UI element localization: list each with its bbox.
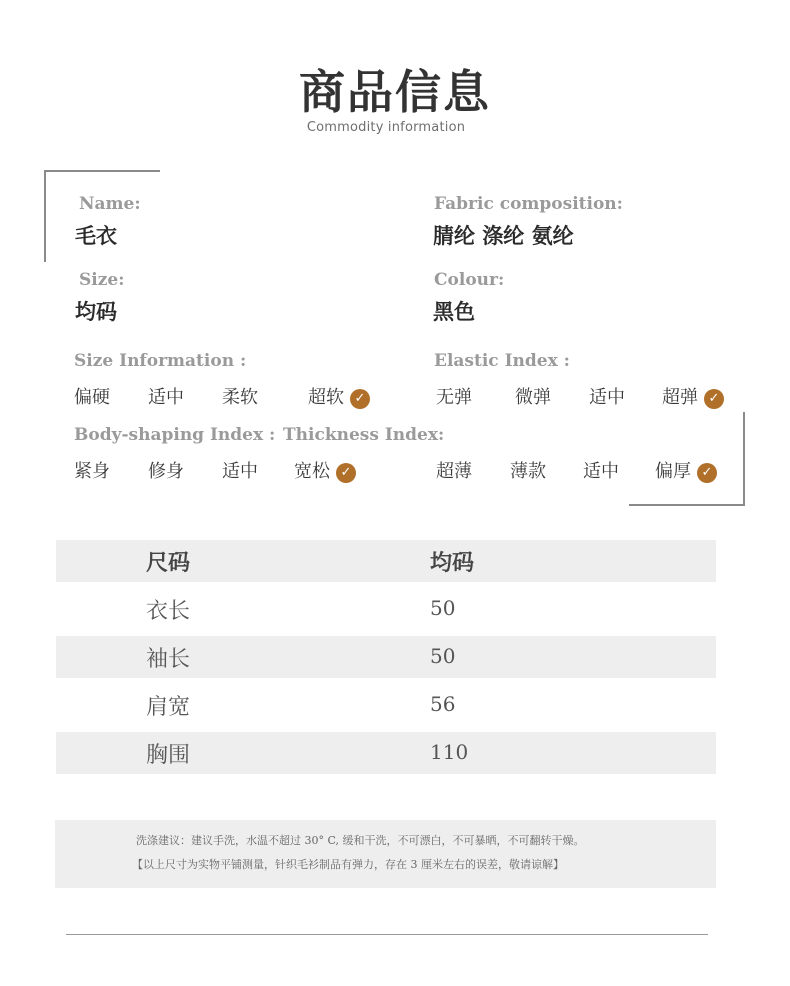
table-cell-value: 110 — [430, 740, 469, 764]
frame-corner-bottom-right-vertical — [743, 412, 745, 506]
check-circle-icon: ✓ — [704, 389, 724, 409]
elastic-option-selected — [662, 383, 724, 409]
body-shaping-option: 紧身 — [74, 461, 110, 482]
thickness-option-selected — [655, 457, 717, 483]
elastic-option: 无弹 — [436, 387, 472, 408]
thickness-option: 薄款 — [510, 461, 546, 482]
table-cell-measure: 胸围 — [146, 743, 191, 768]
footer-divider — [66, 934, 708, 935]
size-value: 均码 — [75, 299, 117, 324]
check-circle-icon: ✓ — [336, 463, 356, 483]
table-cell-measure: 袖长 — [146, 647, 191, 672]
table-row — [56, 732, 716, 774]
size-info-option-selected — [308, 383, 370, 409]
colour-label: Colour: — [434, 270, 505, 290]
table-row — [56, 588, 716, 630]
size-label: Size: — [79, 270, 125, 290]
size-info-option: 偏硬 — [74, 387, 110, 408]
elastic-selected-text: 超弹 — [662, 387, 698, 408]
table-row — [56, 636, 716, 678]
body-shaping-selected-text: 宽松 — [294, 461, 330, 482]
colour-value: 黑色 — [433, 299, 475, 324]
size-info-selected-text: 超软 — [308, 387, 344, 408]
frame-corner-top-left-vertical — [44, 170, 46, 262]
fabric-value: 腈纶 涤纶 氨纶 — [433, 223, 574, 248]
name-label: Name: — [79, 194, 141, 214]
thickness-option: 适中 — [583, 461, 619, 482]
care-note-line: 洗涤建议：建议手洗，水温不超过 30° C, 缓和干洗，不可漂白，不可暴晒，不可翻转干燥。 — [136, 834, 585, 847]
table-header-cell: 均码 — [430, 550, 475, 576]
name-value: 毛衣 — [75, 223, 117, 248]
elastic-option: 适中 — [589, 387, 625, 408]
care-note-box — [55, 820, 716, 888]
table-row — [56, 684, 716, 726]
thickness-selected-text: 偏厚 — [655, 461, 691, 482]
table-cell-measure: 肩宽 — [146, 695, 191, 720]
frame-corner-bottom-right-horizontal — [629, 504, 745, 506]
frame-corner-top-left-horizontal — [44, 170, 160, 172]
elastic-index-label: Elastic Index : — [434, 351, 570, 371]
body-shaping-option: 适中 — [222, 461, 258, 482]
size-info-option: 柔软 — [222, 387, 258, 408]
body-shaping-option-selected — [294, 457, 356, 483]
thickness-label: Thickness Index: — [283, 425, 445, 445]
table-header-cell: 尺码 — [146, 550, 191, 576]
check-circle-icon: ✓ — [350, 389, 370, 409]
body-shaping-option: 修身 — [148, 461, 184, 482]
thickness-option: 超薄 — [436, 461, 472, 482]
size-table — [56, 540, 716, 780]
page-title: 商品信息 — [299, 65, 491, 119]
page-subtitle: Commodity information — [306, 120, 466, 135]
table-cell-value: 56 — [430, 692, 456, 716]
care-note-line: 【以上尺寸为实物平铺测量，针织毛衫制品有弹力，存在 3 厘米左右的误差，敬请谅解】 — [132, 858, 564, 871]
table-cell-measure: 衣长 — [146, 599, 191, 624]
table-cell-value: 50 — [430, 596, 456, 620]
table-cell-value: 50 — [430, 644, 456, 668]
size-info-label: Size Information : — [74, 351, 247, 371]
check-circle-icon: ✓ — [697, 463, 717, 483]
elastic-option: 微弹 — [515, 387, 551, 408]
table-header-row — [56, 540, 716, 582]
body-shaping-label: Body-shaping Index : — [74, 425, 276, 445]
fabric-label: Fabric composition: — [434, 194, 623, 214]
size-info-option: 适中 — [148, 387, 184, 408]
